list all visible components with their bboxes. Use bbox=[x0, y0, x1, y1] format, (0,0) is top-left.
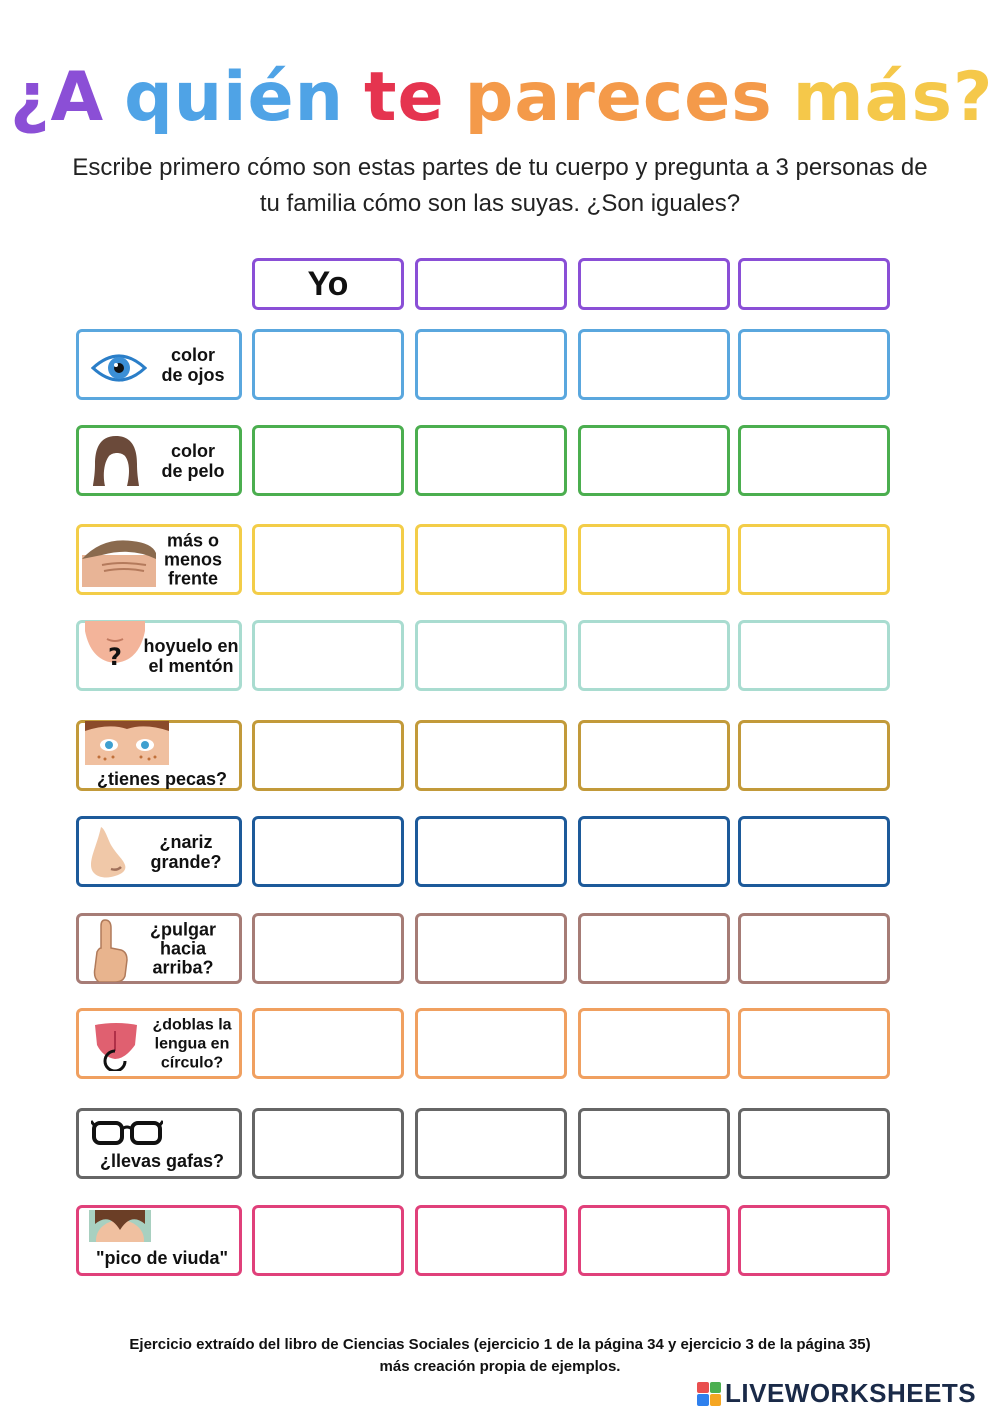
answer-input-nose-2[interactable] bbox=[415, 816, 567, 887]
svg-text:?: ? bbox=[108, 643, 122, 667]
header-family-input-2[interactable] bbox=[578, 258, 730, 310]
answer-input-nose-3[interactable] bbox=[578, 816, 730, 887]
answer-input-nose-4[interactable] bbox=[738, 816, 890, 887]
row-label-text bbox=[83, 1151, 241, 1171]
answer-input-widows-peak-3[interactable] bbox=[578, 1205, 730, 1276]
instructions: Escribe primero cómo son estas partes de tu cuerpo y pregunta a 3 personas de tu familia cómo son las suyas. ¿Son iguales? bbox=[72, 154, 928, 217]
thumb-icon bbox=[89, 918, 129, 987]
page-title bbox=[0, 58, 1000, 137]
label-line: frente bbox=[167, 568, 218, 588]
footer-line-1: Ejercicio extraído del libro de Ciencias Sociales (ejercicio 1 de la página 34 y ejercicio 3 de la página 35) bbox=[129, 1336, 871, 1353]
answer-input-nose-1[interactable] bbox=[252, 816, 404, 887]
label-line: ¿llevas gafas? bbox=[99, 1151, 225, 1171]
answer-input-glasses-4[interactable] bbox=[738, 1108, 890, 1179]
answer-input-freckles-face-2[interactable] bbox=[415, 720, 567, 791]
label-line: más o bbox=[166, 530, 220, 550]
footer-note bbox=[40, 1334, 960, 1378]
label-line: círculo? bbox=[160, 1054, 224, 1071]
nose-icon bbox=[87, 825, 131, 886]
answer-input-tongue-2[interactable] bbox=[415, 1008, 567, 1079]
answer-input-hair-3[interactable] bbox=[578, 425, 730, 496]
row-label-widows-peak bbox=[76, 1205, 242, 1276]
answer-input-eye-2[interactable] bbox=[415, 329, 567, 400]
eye-icon bbox=[91, 348, 147, 393]
label-line: hacia bbox=[159, 938, 207, 958]
answer-input-tongue-1[interactable] bbox=[252, 1008, 404, 1079]
answer-input-chin-3[interactable] bbox=[578, 620, 730, 691]
title-word-5: más? bbox=[792, 58, 994, 137]
answer-input-forehead-2[interactable] bbox=[415, 524, 567, 595]
row-label-thumb bbox=[76, 913, 242, 984]
answer-input-hair-2[interactable] bbox=[415, 425, 567, 496]
footer-line-2: más creación propia de ejemplos. bbox=[379, 1358, 621, 1375]
answer-input-forehead-1[interactable] bbox=[252, 524, 404, 595]
title-word-4: pareces bbox=[464, 58, 773, 137]
answer-input-forehead-4[interactable] bbox=[738, 524, 890, 595]
answer-input-freckles-face-3[interactable] bbox=[578, 720, 730, 791]
answer-input-hair-4[interactable] bbox=[738, 425, 890, 496]
answer-input-widows-peak-4[interactable] bbox=[738, 1205, 890, 1276]
answer-input-eye-4[interactable] bbox=[738, 329, 890, 400]
label-line: lengua en bbox=[154, 1035, 230, 1052]
row-label-text bbox=[141, 832, 231, 872]
label-line: color bbox=[170, 344, 215, 365]
liveworksheets-icon bbox=[697, 1382, 721, 1406]
freckles-face-icon bbox=[85, 721, 169, 770]
label-line: de pelo bbox=[161, 460, 225, 481]
row-label-text bbox=[83, 1248, 241, 1268]
label-line: grande? bbox=[150, 851, 222, 872]
answer-input-thumb-4[interactable] bbox=[738, 913, 890, 984]
label-line: ¿tienes pecas? bbox=[96, 769, 228, 789]
answer-input-thumb-3[interactable] bbox=[578, 913, 730, 984]
row-label-freckles-face bbox=[76, 720, 242, 791]
row-label-hair bbox=[76, 425, 242, 496]
label-line: arriba? bbox=[152, 957, 214, 977]
answer-input-glasses-1[interactable] bbox=[252, 1108, 404, 1179]
row-label-tongue bbox=[76, 1008, 242, 1079]
chin-icon bbox=[85, 621, 145, 672]
hair-icon bbox=[91, 434, 141, 493]
answer-input-eye-3[interactable] bbox=[578, 329, 730, 400]
row-label-text bbox=[149, 345, 237, 385]
widows-peak-icon bbox=[89, 1210, 151, 1247]
answer-input-freckles-face-1[interactable] bbox=[252, 720, 404, 791]
answer-input-widows-peak-1[interactable] bbox=[252, 1205, 404, 1276]
answer-input-freckles-face-4[interactable] bbox=[738, 720, 890, 791]
row-label-text bbox=[141, 636, 241, 676]
answer-input-tongue-3[interactable] bbox=[578, 1008, 730, 1079]
answer-input-eye-1[interactable] bbox=[252, 329, 404, 400]
row-label-chin bbox=[76, 620, 242, 691]
row-label-text bbox=[83, 769, 241, 789]
label-line: ¿nariz bbox=[159, 831, 213, 852]
label-line: el mentón bbox=[148, 655, 234, 676]
answer-input-thumb-1[interactable] bbox=[252, 913, 404, 984]
answer-input-hair-1[interactable] bbox=[252, 425, 404, 496]
label-line: ¿pulgar bbox=[150, 919, 216, 939]
label-line: menos bbox=[163, 549, 223, 569]
answer-input-forehead-3[interactable] bbox=[578, 524, 730, 595]
label-line: de ojos bbox=[161, 364, 225, 385]
title-word-2: quién bbox=[124, 58, 345, 137]
row-label-text bbox=[149, 441, 237, 481]
row-label-text bbox=[143, 1015, 241, 1072]
answer-input-thumb-2[interactable] bbox=[415, 913, 567, 984]
glasses-icon bbox=[91, 1117, 163, 1152]
answer-input-glasses-2[interactable] bbox=[415, 1108, 567, 1179]
answer-input-chin-1[interactable] bbox=[252, 620, 404, 691]
row-label-text bbox=[141, 920, 225, 977]
answer-input-chin-2[interactable] bbox=[415, 620, 567, 691]
answer-input-chin-4[interactable] bbox=[738, 620, 890, 691]
row-label-text bbox=[155, 531, 231, 588]
label-line: ¿doblas la bbox=[152, 1016, 232, 1033]
answer-input-tongue-4[interactable] bbox=[738, 1008, 890, 1079]
row-label-eye bbox=[76, 329, 242, 400]
tongue-icon bbox=[91, 1021, 141, 1076]
forehead-icon bbox=[82, 535, 156, 592]
answer-input-glasses-3[interactable] bbox=[578, 1108, 730, 1179]
header-family-input-3[interactable] bbox=[738, 258, 890, 310]
row-label-forehead bbox=[76, 524, 242, 595]
yo-label: Yo bbox=[307, 264, 349, 303]
header-family-input-1[interactable] bbox=[415, 258, 567, 310]
label-line: color bbox=[170, 440, 215, 461]
title-word-1: ¿A bbox=[10, 58, 105, 137]
title-word-3: te bbox=[364, 58, 445, 137]
label-line: "pico de viuda" bbox=[95, 1248, 229, 1268]
brand-text: LIVEWORKSHEETS bbox=[725, 1378, 977, 1408]
label-line: hoyuelo en bbox=[143, 635, 239, 656]
brand-logo bbox=[697, 1378, 976, 1409]
row-label-glasses bbox=[76, 1108, 242, 1179]
answer-input-widows-peak-2[interactable] bbox=[415, 1205, 567, 1276]
row-label-nose bbox=[76, 816, 242, 887]
header-yo bbox=[252, 258, 404, 310]
